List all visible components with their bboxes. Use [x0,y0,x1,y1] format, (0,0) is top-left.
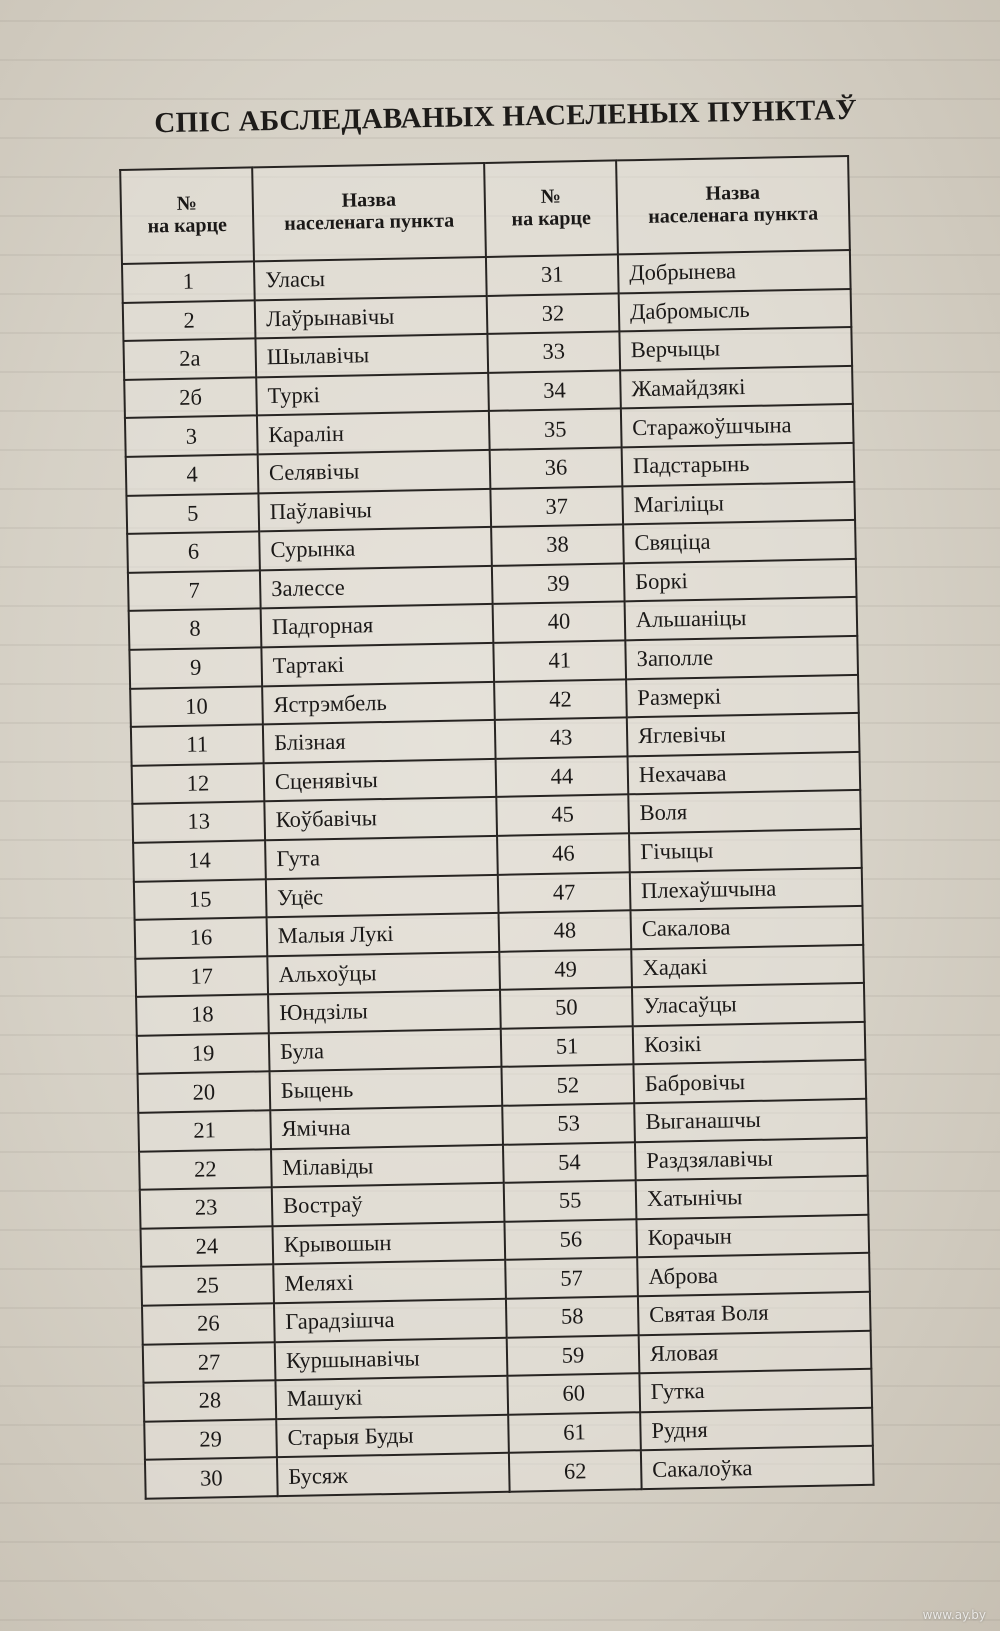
settlement-name-left: Крывошын [272,1222,505,1265]
settlement-name-right: Хадакі [631,945,864,988]
settlement-number-left: 6 [127,532,260,573]
settlement-number-right: 56 [504,1219,637,1260]
header-number-caption: на карце [511,206,592,231]
settlement-name-left: Падгорная [261,604,494,647]
settlement-number-left: 22 [139,1149,272,1190]
settlement-name-right: Боркі [624,559,857,602]
settlement-name-left: Ястрэмбель [262,681,495,724]
settlement-number-left: 15 [134,879,267,920]
settlement-number-right: 34 [488,370,621,411]
settlement-number-right: 39 [492,563,625,604]
settlement-number-left: 7 [128,570,261,611]
settlement-name-right: Дабромысль [619,289,852,332]
header-name-right [616,156,850,254]
settlement-number-right: 40 [493,602,626,643]
settlement-number-right: 52 [501,1065,634,1106]
settlement-name-left: Вострaў [272,1183,505,1226]
settlement-name-right: Раздзялавічы [635,1137,868,1180]
settlement-number-left: 2б [124,377,257,418]
settlement-name-right: Добрынева [618,250,851,293]
settlement-number-left: 9 [129,647,262,688]
settlement-name-left: Сценявічы [264,759,497,802]
settlement-number-right: 47 [498,872,631,913]
settlement-name-right: Жамайдзякі [620,366,853,409]
settlement-number-right: 32 [487,293,620,334]
settlement-name-right: Яглевічы [627,713,860,756]
settlement-number-right: 45 [496,795,629,836]
page-title: СПІС АБСЛЕДАВАНЫХ НАСЕЛЕНЫХ ПУНКТАЎ [153,93,858,140]
settlement-name-right: Уласаўцы [632,983,865,1026]
page-content [118,94,885,1500]
settlement-number-left: 26 [142,1303,275,1344]
settlement-number-right: 31 [486,254,619,295]
settlement-name-left: Уцёс [266,874,499,917]
settlement-name-right: Магіліцы [622,481,855,524]
settlement-number-left: 12 [132,763,265,804]
settlement-name-left: Залессе [260,566,493,609]
settlement-number-right: 60 [507,1373,640,1414]
settlement-name-left: Быцень [270,1067,503,1110]
settlement-name-left: Бусяж [277,1453,510,1496]
settlement-name-left: Паўлавічы [258,488,491,531]
settlement-number-right: 54 [503,1142,636,1183]
settlement-name-right: Свяціца [623,520,856,563]
header-name-caption: Назва [341,189,397,213]
settlement-number-left: 14 [133,840,266,881]
settlement-number-left: 16 [135,917,268,958]
settlement-number-right: 53 [502,1103,635,1144]
settlement-name-right: Сакалоўка [641,1446,874,1489]
settlement-number-right: 55 [504,1181,637,1222]
settlement-name-right: Альшаніцы [625,597,858,640]
header-name-subcaption: населенага пункта [648,202,819,228]
settlement-name-left: Меляхі [273,1260,506,1303]
settlement-number-left: 30 [145,1458,278,1499]
settlement-number-left: 13 [132,802,265,843]
header-name-left [252,163,486,261]
settlement-number-left: 10 [130,686,263,727]
table-body [122,250,874,1499]
header-number-caption: на карце [147,213,228,238]
settlement-number-right: 48 [499,910,632,951]
settlement-name-left: Каралін [257,411,490,454]
header-name-subcaption: населенага пункта [284,209,455,235]
settlement-number-left: 2а [123,339,256,380]
settlement-number-right: 42 [494,679,627,720]
settlement-number-right: 36 [490,447,623,488]
settlement-number-left: 28 [143,1380,276,1421]
settlement-name-left: Машукі [275,1376,508,1419]
settlement-name-right: Сакалова [630,906,863,949]
settlement-name-left: Уласы [254,257,487,300]
settlement-name-right: Плехаўшчына [630,867,863,910]
settlement-name-right: Корачын [636,1215,869,1258]
header-number-right [484,160,618,257]
settlement-number-right: 38 [491,525,624,566]
settlement-name-right: Гутка [639,1369,872,1412]
settlement-name-left: Альхоўцы [267,952,500,995]
settlement-name-right: Размеркі [626,674,859,717]
settlement-number-left: 29 [144,1419,277,1460]
settlement-number-left: 25 [141,1265,274,1306]
settlement-number-right: 57 [505,1258,638,1299]
settlement-name-right: Святая Воля [638,1292,871,1335]
settlement-name-left: Куршынавічы [275,1337,508,1380]
settlement-number-right: 35 [489,409,622,450]
header-name-caption: Назва [705,182,761,206]
settlement-name-left: Ямічна [270,1106,503,1149]
settlement-number-right: 62 [509,1451,642,1492]
settlement-name-right: Козікі [633,1022,866,1065]
settlement-name-left: Шылавічы [255,334,488,377]
settlement-number-right: 59 [507,1335,640,1376]
settlement-number-left: 3 [125,416,258,457]
settlement-name-left: Старыя Буды [276,1415,509,1458]
settlement-name-right: Яловая [639,1330,872,1373]
settlement-number-left: 5 [126,493,259,534]
settlement-number-right: 44 [496,756,629,797]
settlement-number-left: 1 [122,261,255,302]
settlement-number-left: 23 [140,1187,273,1228]
settlement-number-left: 11 [131,724,264,765]
settlement-number-right: 41 [493,640,626,681]
settlement-number-right: 43 [495,717,628,758]
settlement-number-left: 2 [123,300,256,341]
settlement-name-right: Гічыцы [629,829,862,872]
settlement-name-left: Лаўрынавічы [255,296,488,339]
settlement-name-right: Выганашчы [634,1099,867,1142]
settlement-name-left: Гута [265,836,498,879]
settlement-number-right: 51 [501,1026,634,1067]
settlement-number-right: 37 [490,486,623,527]
settlement-name-left: Туркі [256,373,489,416]
settlement-name-right: Воля [628,790,861,833]
settlement-name-right: Нехачава [628,752,861,795]
settlement-number-left: 4 [126,454,259,495]
settlements-table [119,155,874,1500]
settlement-number-left: 20 [138,1072,271,1113]
settlement-number-right: 58 [506,1296,639,1337]
settlement-name-left: Тартакі [261,643,494,686]
settlement-number-right: 46 [497,833,630,874]
settlement-number-right: 49 [499,949,632,990]
settlement-number-left: 19 [137,1033,270,1074]
settlement-name-right: Рудня [640,1408,873,1451]
settlement-name-left: Блізная [263,720,496,763]
settlement-name-left: Мілавіды [271,1144,504,1187]
settlement-name-right: Старажоўшчына [621,404,854,447]
header-number-left [120,167,254,264]
settlement-name-right: Заполле [625,636,858,679]
settlement-number-right: 33 [487,332,620,373]
settlement-name-right: Бабровічы [633,1060,866,1103]
settlement-name-left: Селявічы [258,450,491,493]
settlement-number-right: 61 [508,1412,641,1453]
header-number-symbol: № [540,185,562,209]
settlement-name-right: Аброва [637,1253,870,1296]
header-number-symbol: № [176,192,198,216]
settlement-name-right: Хатынічы [636,1176,869,1219]
settlement-number-right: 50 [500,988,633,1029]
settlement-number-left: 21 [138,1110,271,1151]
settlement-name-right: Падстарынь [622,443,855,486]
settlement-name-right: Верчыцы [619,327,852,370]
settlement-name-left: Коўбавічы [264,797,497,840]
settlement-name-left: Була [269,1029,502,1072]
settlement-number-left: 8 [129,609,262,650]
settlement-name-left: Малыя Лукі [267,913,500,956]
settlement-number-left: 24 [141,1226,274,1267]
settlement-number-left: 17 [135,956,268,997]
table-header-row [120,156,850,264]
settlement-name-left: Сурынка [259,527,492,570]
settlement-number-left: 27 [143,1342,276,1383]
watermark: www.ay.by [922,1608,986,1622]
settlement-name-left: Юндзілы [268,990,501,1033]
settlement-number-left: 18 [136,995,269,1036]
settlement-name-left: Гарадзішча [274,1299,507,1342]
